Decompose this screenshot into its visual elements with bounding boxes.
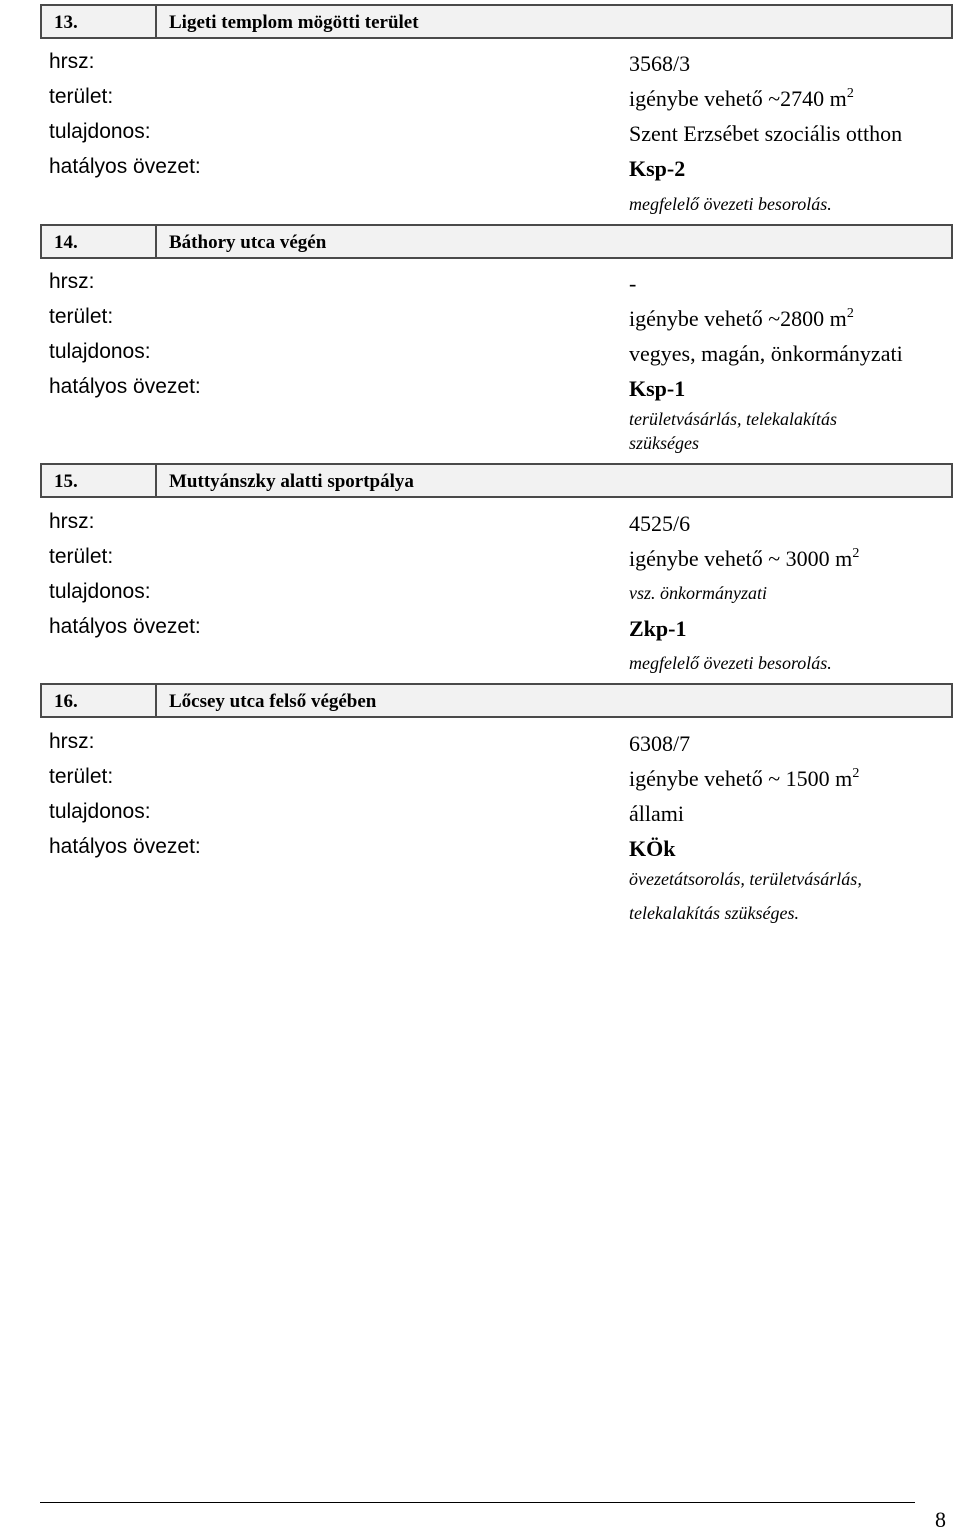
area-value: igénybe vehető ~2740 $m^2$	[629, 86, 854, 111]
zone-value: Ksp-1	[629, 376, 686, 401]
hrsz-value: -	[629, 271, 637, 296]
zone-value: KÖk	[629, 836, 676, 861]
page-number: 8	[935, 1507, 946, 1532]
hrsz-label: hrsz:	[49, 270, 95, 293]
section-title: Báthory utca végén	[169, 232, 327, 253]
section-number: 15.	[54, 471, 78, 492]
owner-value: vegyes, magán, önkormányzati	[629, 341, 903, 366]
owner-label: tulajdonos:	[49, 580, 151, 603]
owner-label: tulajdonos:	[49, 120, 151, 143]
hrsz-label: hrsz:	[49, 730, 95, 753]
note-text: szükséges	[629, 433, 699, 453]
note-text: övezetátsorolás, területvásárlás,	[629, 869, 862, 889]
owner-label: tulajdonos:	[49, 800, 151, 823]
footer-rule	[40, 1502, 915, 1503]
owner-label: tulajdonos:	[49, 340, 151, 363]
note-text: megfelelő övezeti besorolás.	[629, 653, 832, 673]
section-number: 13.	[54, 12, 78, 33]
section-title: Lőcsey utca felső végében	[169, 691, 377, 712]
section-header	[40, 4, 953, 39]
zone-label: hatályos övezet:	[49, 155, 201, 178]
zone-label: hatályos övezet:	[49, 615, 201, 638]
zone-label: hatályos övezet:	[49, 375, 201, 398]
hrsz-label: hrsz:	[49, 50, 95, 73]
section-header	[40, 463, 953, 498]
hrsz-value: 4525/6	[629, 511, 691, 536]
area-value: igénybe vehető ~ 3000 $m^2$	[629, 546, 860, 571]
hrsz-label: hrsz:	[49, 510, 95, 533]
section-number: 16.	[54, 691, 78, 712]
zone-value: Zkp-1	[629, 616, 687, 641]
hrsz-value: 6308/7	[629, 731, 691, 756]
hrsz-value: 3568/3	[629, 51, 691, 76]
zone-value: Ksp-2	[629, 156, 686, 181]
note-text: telekalakítás szükséges.	[629, 903, 799, 923]
note-text: területvásárlás, telekalakítás	[629, 409, 837, 429]
area-value: igénybe vehető ~2800 $m^2$	[629, 306, 854, 331]
area-label: terület:	[49, 545, 114, 568]
note-text: megfelelő övezeti besorolás.	[629, 194, 832, 214]
section-header	[40, 224, 953, 259]
area-label: terület:	[49, 765, 114, 788]
section-title: Muttyánszky alatti sportpálya	[169, 471, 414, 492]
area-value: igénybe vehető ~ 1500 $m^2$	[629, 766, 860, 791]
owner-value: Szent Erzsébet szociális otthon	[629, 121, 903, 146]
owner-value: vsz. önkormányzati	[629, 583, 767, 603]
section-title: Ligeti templom mögötti terület	[169, 12, 419, 33]
zone-label: hatályos övezet:	[49, 835, 201, 858]
section-number: 14.	[54, 232, 78, 253]
area-label: terület:	[49, 305, 114, 328]
area-label: terület:	[49, 85, 114, 108]
section-header	[40, 683, 953, 718]
owner-value: állami	[629, 801, 684, 826]
